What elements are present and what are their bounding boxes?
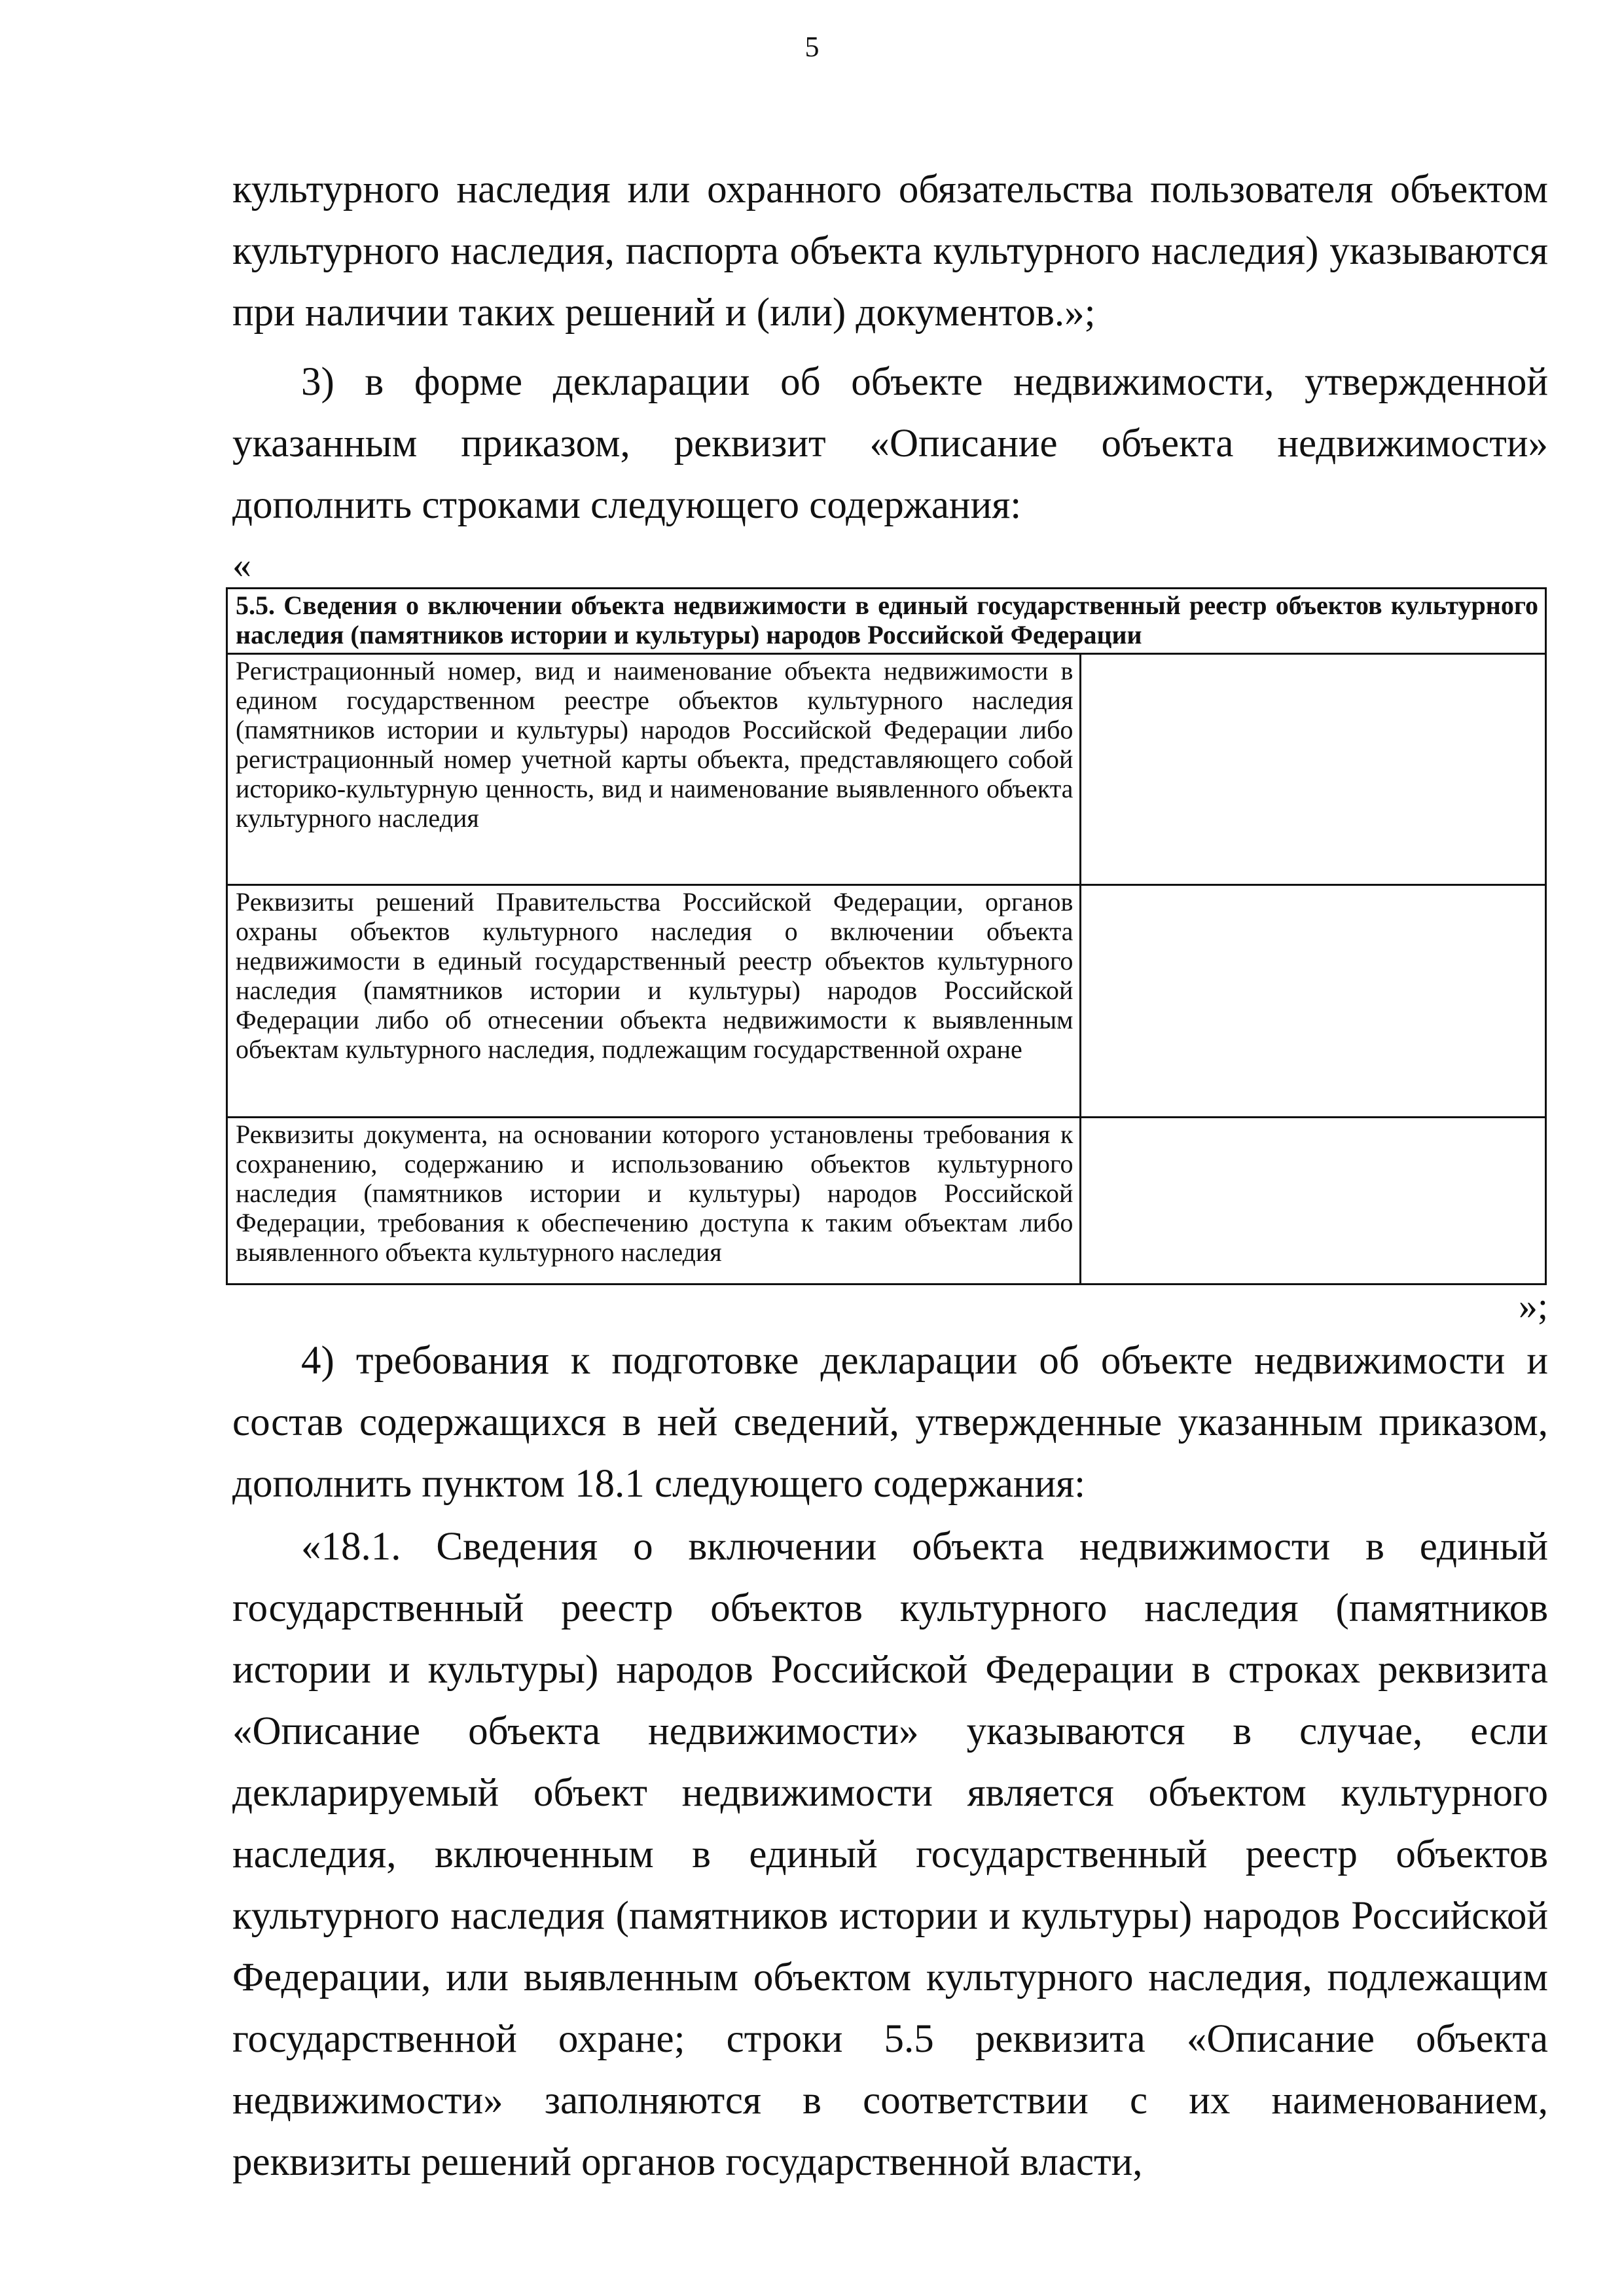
table-row: [227, 885, 1546, 1118]
row-label-registration-number: Регистрационный номер, вид и наименование объекта недвижимости в едином государственном реестре объектов культурного наследия (памятников истории и культуры) народов Российской Федерации либо регистрационный номер учетной карты объекта, представляющего собой историко-культурную ценность, вид и наименование выявленного объекта культурного наследия: [227, 654, 1081, 885]
declaration-section-5-5-table: [226, 587, 1547, 1285]
paragraph-continuation: культурного наследия или охранного обязательства пользователя объектом культурного наследия, паспорта объекта культурного наследия) указываются при наличии таких решений и (или) документов.»;: [232, 168, 1548, 335]
paragraph-item-3: 3) в форме декларации об объекте недвижимости, утвержденной указанным приказом, реквизит «Описание объекта недвижимости» дополнить строками следующего содержания:: [232, 360, 1548, 527]
table-row: [227, 654, 1546, 885]
table-opening-quote: «: [232, 543, 251, 586]
row-value-registration-number[interactable]: [1081, 654, 1546, 885]
table-row: [227, 1118, 1546, 1285]
row-label-preservation-requirements: Реквизиты документа, на основании которого установлены требования к сохранению, содержанию и использованию объектов культурного наследия (памятников истории и культуры) народов Российской Федерации, требования к обеспечению доступа к таким объектам либо выявленного объекта культурного наследия: [227, 1118, 1081, 1285]
page-number: 5: [804, 31, 820, 63]
table-header-5-5: 5.5. Сведения о включении объекта недвижимости в единый государственный реестр объектов культурного наследия (памятников истории и культуры) народов Российской Федерации: [227, 589, 1546, 654]
paragraph-item-4: 4) требования к подготовке декларации об объекте недвижимости и состав содержащихся в ней сведений, утвержденные указанным приказом, дополнить пунктом 18.1 следующего содержания:: [232, 1339, 1548, 1506]
row-label-government-decisions: Реквизиты решений Правительства Российской Федерации, органов охраны объектов культурного наследия о включении объекта недвижимости в единый государственный реестр объектов культурного наследия (памятников истории и культуры) народов Российской Федерации либо об отнесении объекта недвижимости к выявленным объектам культурного наследия, подлежащим государственной охране: [227, 885, 1081, 1118]
table-closing-quote: »;: [1518, 1285, 1548, 1327]
paragraph-clause-18-1: «18.1. Сведения о включении объекта недвижимости в единый государственный реестр объектов культурного наследия (памятников истории и культуры) народов Российской Федерации в строках реквизита «Описание объекта недвижимости» указываются в случае, если декларируемый объект недвижимости является объектом культурного наследия, включенным в единый государственный реестр объектов культурного наследия (памятников истории и культуры) народов Российской Федерации, или выявленным объектом культурного наследия, подлежащим государственной охране; строки 5.5 реквизита «Описание объекта недвижимости» заполняются в соответствии с их наименованием, реквизиты решений органов государственной власти,: [232, 1525, 1548, 2184]
row-value-preservation-requirements[interactable]: [1081, 1118, 1546, 1285]
row-value-government-decisions[interactable]: [1081, 885, 1546, 1118]
